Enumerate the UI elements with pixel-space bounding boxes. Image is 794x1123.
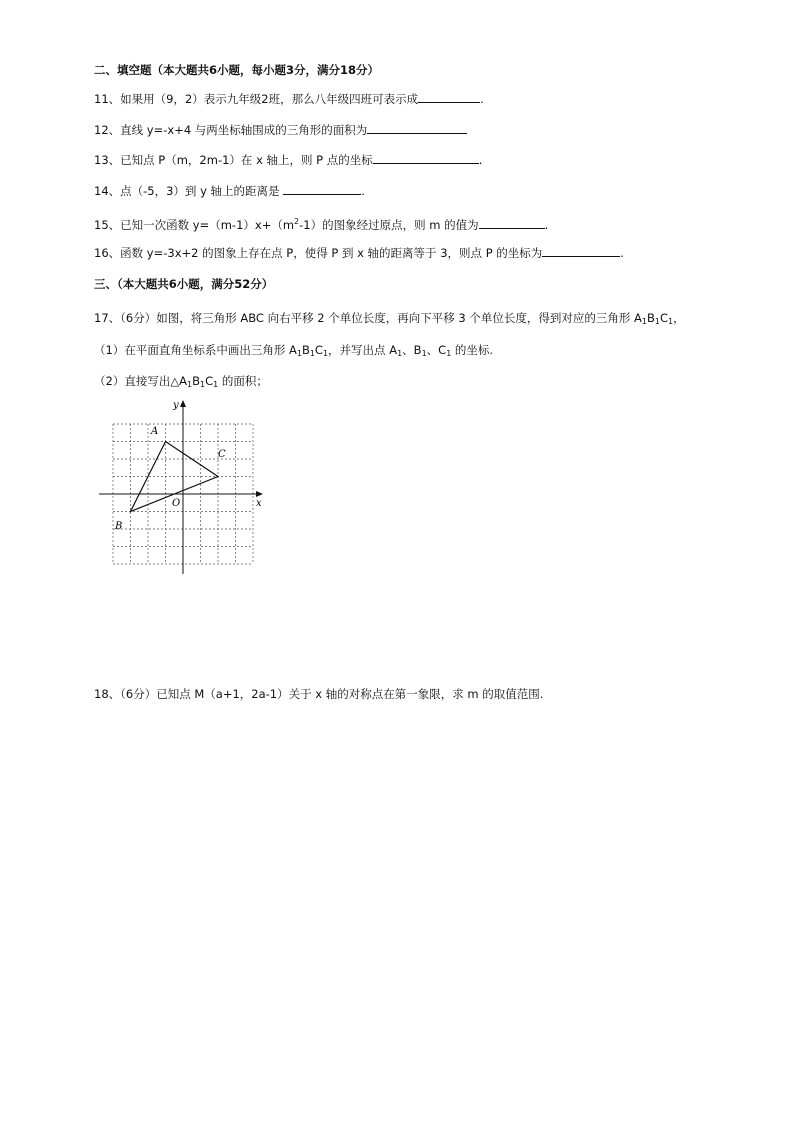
q13-end: . <box>478 153 483 167</box>
q16-text: 16、函数 y=-3x+2 的图象上存在点 P，使得 P 到 x 轴的距离等于 3，则点 P 的坐标为 <box>94 246 543 260</box>
subscript: 1 <box>187 380 193 389</box>
subscript: 1 <box>641 317 647 326</box>
question-17-part2 <box>94 373 268 393</box>
q17-part1-text: C <box>314 343 323 357</box>
subscript: 1 <box>421 349 427 358</box>
subscript: 1 <box>309 349 315 358</box>
q12-text: 12、直线 y=-x+4 与两坐标轴围成的三角形的面积为 <box>94 123 368 137</box>
q17-part2-text: 的面积； <box>218 374 268 388</box>
question-18: 18、（6分）已知点 M（a+1，2a-1）关于 x 轴的对称点在第一象限，求 m 的取值范围. <box>94 687 544 701</box>
q17-part2-text: C <box>205 374 214 388</box>
q17-stem-text: C <box>659 311 668 325</box>
q17-stem-text: 17、（6分）如图，将三角形 ABC 向右平移 2 个单位长度，再向下平移 3 个单位长度，得到对应的三角形 A <box>94 311 642 325</box>
label-a: A <box>151 426 159 437</box>
q14-text: 14、点（-5，3）到 y 轴上的距离是 <box>94 184 284 198</box>
subscript: 1 <box>213 380 219 389</box>
q17-part1-text: 、B <box>402 343 422 357</box>
answer-blank <box>373 152 479 164</box>
q11-end: . <box>480 92 484 106</box>
y-axis-arrow <box>180 400 186 407</box>
answer-blank <box>418 91 480 103</box>
label-x-axis: x <box>256 498 262 509</box>
q17-part1-text: ，并写出点 A <box>328 343 398 357</box>
question-14 <box>94 183 365 199</box>
question-13 <box>94 152 482 168</box>
label-origin: O <box>172 498 181 509</box>
subscript: 1 <box>296 349 302 358</box>
q17-stem-text: B <box>646 311 655 325</box>
answer-blank <box>479 217 545 229</box>
question-17-part1 <box>94 342 493 362</box>
question-16 <box>94 245 624 261</box>
q15-pre: 15、已知一次函数 y=（m-1）x+（m <box>94 218 295 232</box>
x-axis-arrow <box>256 491 263 497</box>
q13-text: 13、已知点 P（m，2m-1）在 x 轴上，则 P 点的坐标 <box>94 153 373 167</box>
q15-sup: 2 <box>294 217 300 226</box>
q17-part1-text: 、C <box>426 343 447 357</box>
q17-stem-text: ， <box>673 311 685 325</box>
answer-blank <box>367 122 467 134</box>
subscript: 1 <box>397 349 403 358</box>
question-15 <box>94 214 548 233</box>
label-y-axis: y <box>173 400 179 411</box>
section3-heading: 三、（本大题共6小题，满分52分） <box>94 277 274 291</box>
subscript: 1 <box>446 349 452 358</box>
answer-blank <box>283 183 361 195</box>
q16-end: . <box>620 246 624 260</box>
q17-part2-text: B <box>192 374 201 388</box>
question-11 <box>94 91 484 107</box>
subscript: 1 <box>667 317 674 326</box>
section2-heading: 二、填空题（本大题共6小题，每小题3分，满分18分） <box>94 63 380 77</box>
q17-part2-text: （2）直接写出△A <box>94 374 188 388</box>
q15-post: -1）的图象经过原点，则 m 的值为 <box>299 218 479 232</box>
label-b: B <box>115 521 123 532</box>
q17-part1-text: B <box>301 343 310 357</box>
coordinate-grid-figure <box>96 396 271 581</box>
q11-text: 11、如果用（9，2）表示九年级2班，那么八年级四班可表示成 <box>94 92 419 106</box>
q17-part1-text: 的坐标. <box>451 343 494 357</box>
question-17-stem <box>94 310 685 330</box>
subscript: 1 <box>654 317 660 326</box>
q15-end: . <box>544 218 549 232</box>
q14-end: . <box>361 184 365 198</box>
q17-part1-text: （1）在平面直角坐标系中画出三角形 A <box>94 343 297 357</box>
answer-blank <box>542 245 620 257</box>
subscript: 1 <box>200 380 206 389</box>
subscript: 1 <box>322 349 329 358</box>
label-c: C <box>218 449 226 460</box>
question-12 <box>94 122 467 138</box>
